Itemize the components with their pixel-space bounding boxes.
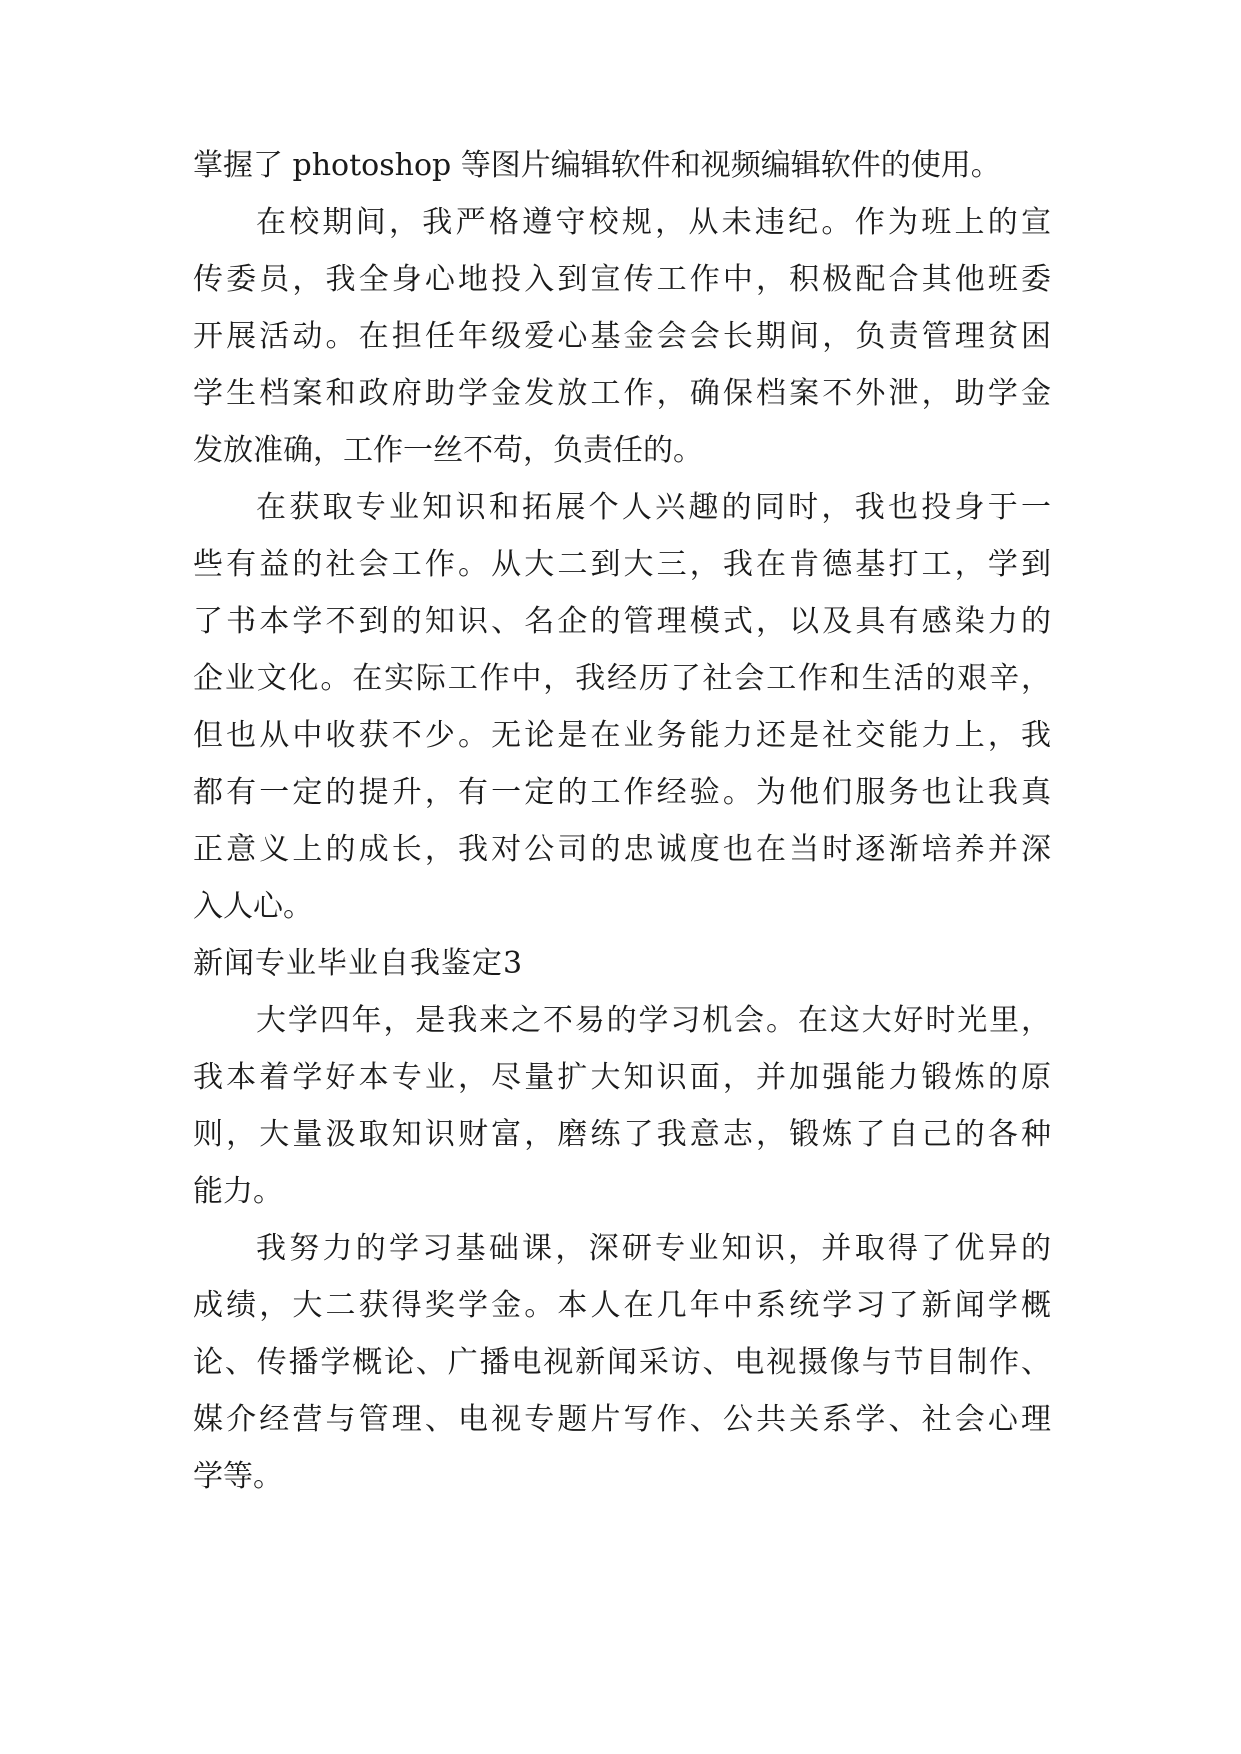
paragraph-line: 媒介经营与管理、电视专题片写作、公共关系学、社会心理 (193, 1402, 1051, 1437)
paragraph-line: 了书本学不到的知识、名企的管理模式，以及具有感染力的 (193, 604, 1051, 639)
paragraph-line: 则，大量汲取知识财富，磨练了我意志，锻炼了自己的各种 (193, 1117, 1051, 1152)
paragraph-first-line: 我努力的学习基础课，深研专业知识，并取得了优异的 (256, 1231, 1051, 1266)
paragraph-first-line: 大学四年，是我来之不易的学习机会。在这大好时光里， (256, 1003, 1051, 1038)
paragraph-line: 掌握了 photoshop 等图片编辑软件和视频编辑软件的使用。 (193, 148, 1001, 183)
paragraph-first-line: 在校期间，我严格遵守校规，从未违纪。作为班上的宣 (256, 205, 1051, 240)
paragraph-line: 入人心。 (193, 889, 313, 924)
paragraph-line: 传委员，我全身心地投入到宣传工作中，积极配合其他班委 (193, 262, 1051, 297)
paragraph-line: 都有一定的提升，有一定的工作经验。为他们服务也让我真 (193, 775, 1051, 810)
section-heading: 新闻专业毕业自我鉴定3 (193, 946, 524, 981)
paragraph-line: 成绩，大二获得奖学金。本人在几年中系统学习了新闻学概 (193, 1288, 1051, 1323)
paragraph-line: 学生档案和政府助学金发放工作，确保档案不外泄，助学金 (193, 376, 1051, 411)
paragraph-line: 发放准确，工作一丝不苟，负责任的。 (193, 433, 703, 468)
paragraph-first-line: 在获取专业知识和拓展个人兴趣的同时，我也投身于一 (256, 490, 1051, 525)
paragraph-line: 学等。 (193, 1459, 283, 1494)
paragraph-line: 我本着学好本专业，尽量扩大知识面，并加强能力锻炼的原 (193, 1060, 1051, 1095)
paragraph-line: 正意义上的成长，我对公司的忠诚度也在当时逐渐培养并深 (193, 832, 1051, 867)
paragraph-line: 企业文化。在实际工作中，我经历了社会工作和生活的艰辛， (193, 661, 1051, 696)
paragraph-line: 论、传播学概论、广播电视新闻采访、电视摄像与节目制作、 (193, 1345, 1051, 1380)
paragraph-line: 但也从中收获不少。无论是在业务能力还是社交能力上，我 (193, 718, 1051, 753)
paragraph-line: 开展活动。在担任年级爱心基金会会长期间，负责管理贫困 (193, 319, 1051, 354)
paragraph-line: 能力。 (193, 1174, 283, 1209)
paragraph-line: 些有益的社会工作。从大二到大三，我在肯德基打工，学到 (193, 547, 1051, 582)
